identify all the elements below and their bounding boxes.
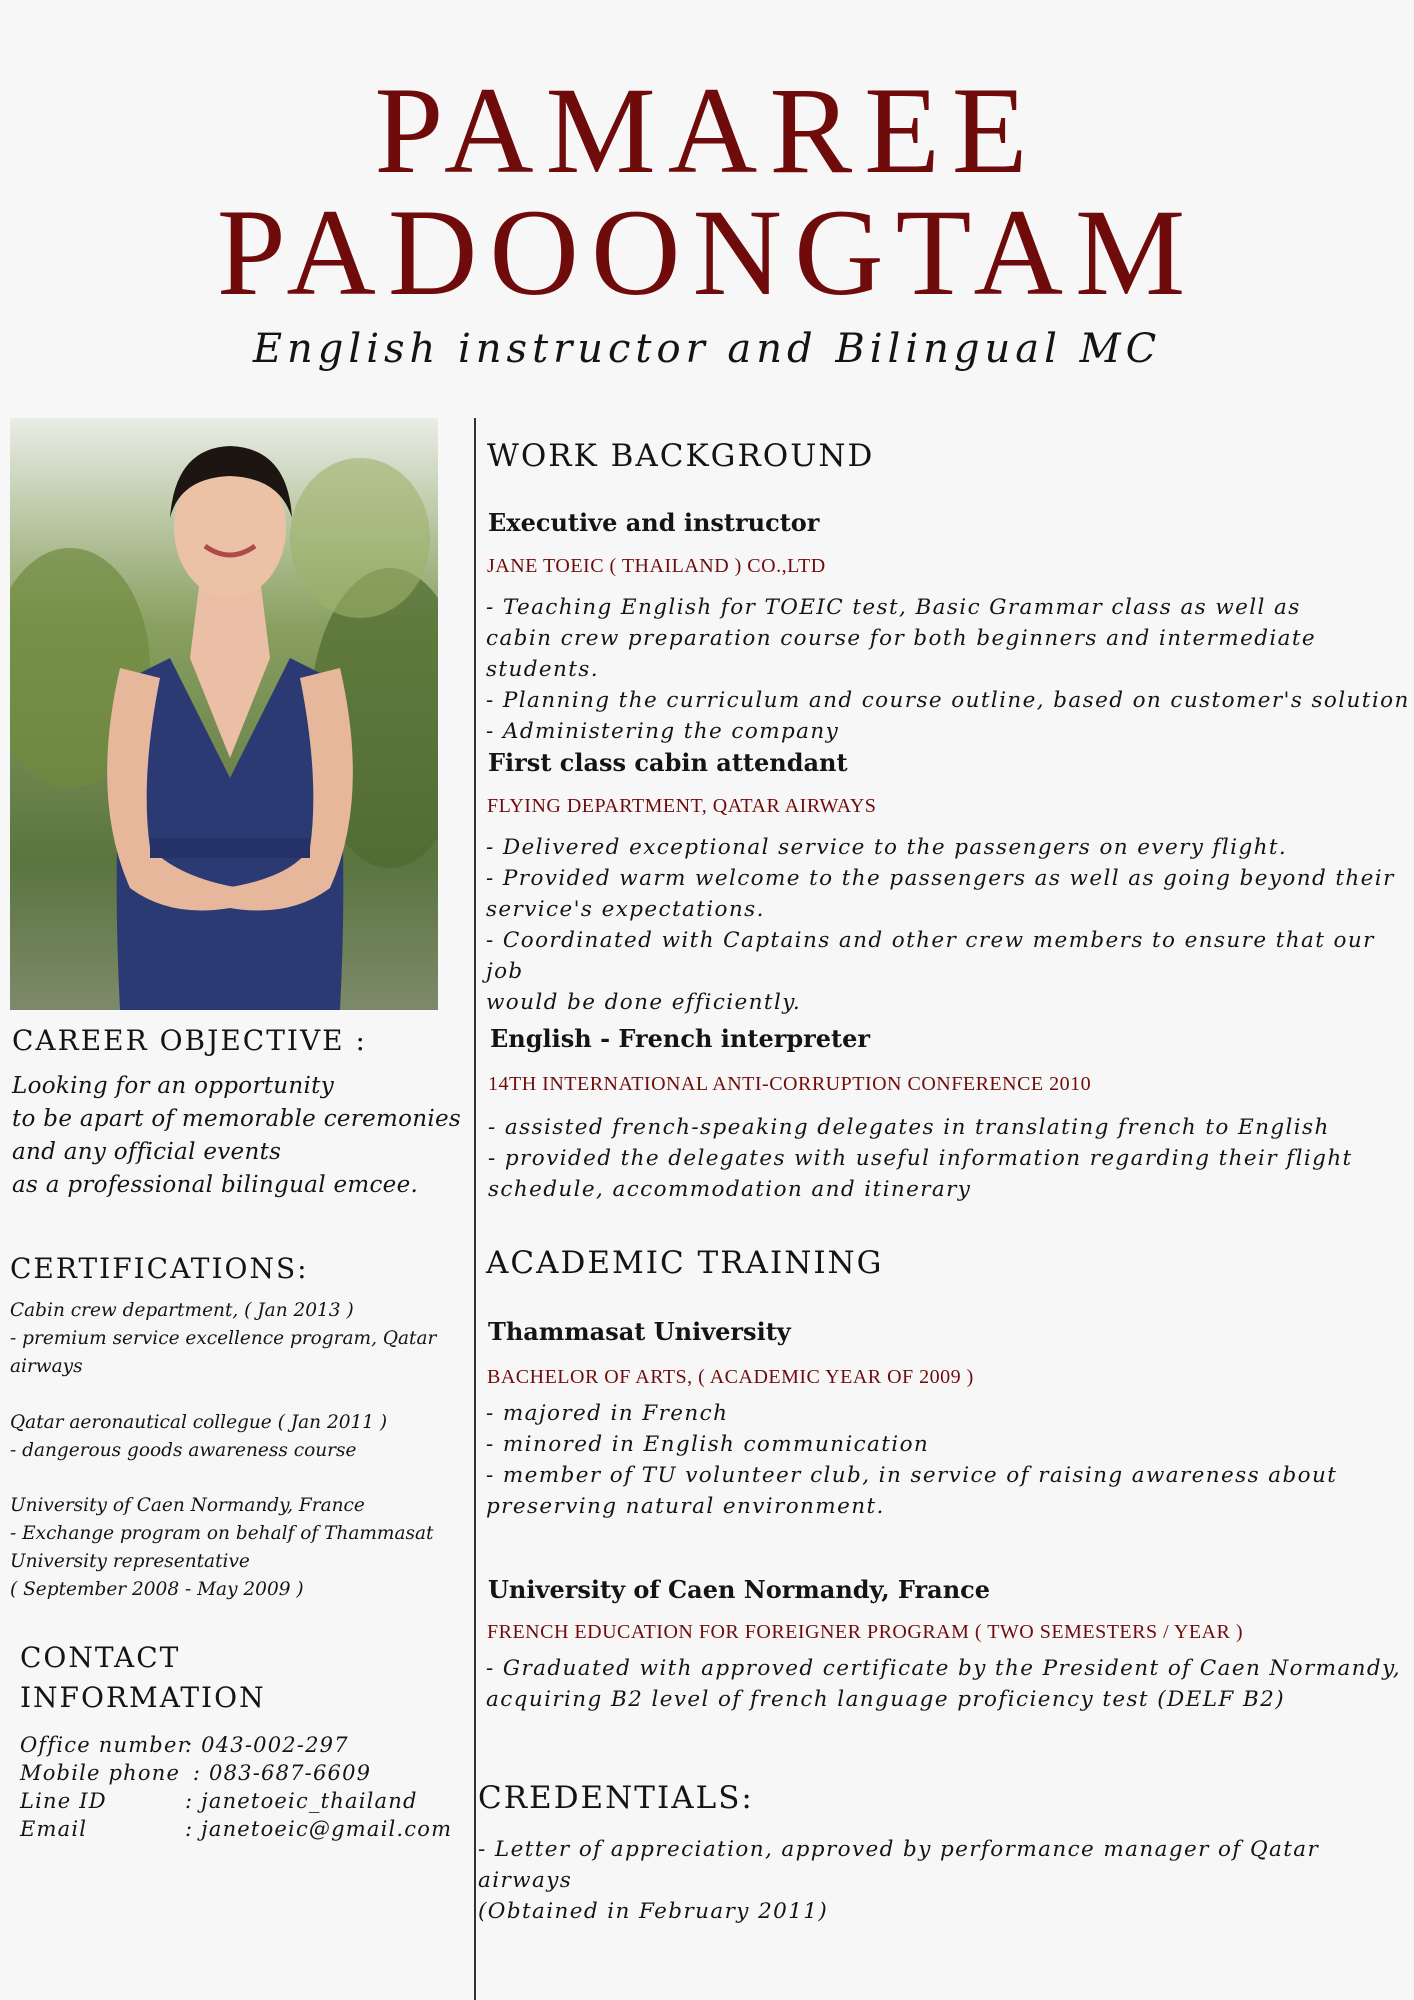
degree: BACHELOR OF ARTS, ( ACADEMIC YEAR OF 2009 ) [487,1366,974,1388]
contact-label: Office number [20,1733,189,1757]
email-link[interactable]: : janetoeic@gmail.com [185,1817,453,1841]
contact-heading [20,1638,266,1718]
academic-training-heading: ACADEMIC TRAINING [486,1245,884,1281]
certification-item: Cabin crew department, ( Jan 2013 ) - premium service excellence program, Qatar airways [10,1300,437,1377]
contact-row-office [20,1731,452,1759]
job-subtitle: English instructor and Bilingual MC [252,326,1162,372]
school-name: University of Caen Normandy, France [488,1575,991,1604]
job-organization: 14TH INTERNATIONAL ANTI-CORRUPTION CONFERENCE 2010 [488,1073,1092,1095]
job-title: English - French interpreter [490,1024,871,1053]
job-title: Executive and instructor [488,508,820,537]
mobile-phone[interactable]: : 083-687-6609 [185,1761,372,1785]
contact-label: Email [20,1817,88,1841]
contact-list [20,1731,452,1843]
contact-heading-line1: CONTACT [20,1641,181,1674]
credentials-description: - Letter of appreciation, approved by performance manager of Qatar airways (Obtained in February 2011) [478,1837,1320,1924]
contact-row-email [20,1815,452,1843]
credentials-heading: CREDENTIALS: [478,1780,754,1816]
contact-label: Line ID [20,1789,107,1813]
job-title: First class cabin attendant [488,748,848,777]
school-description: - Graduated with approved certificate by the President of Caen Normandy, acquiring B2 level of french language proficiency test (DELF B2) [486,1656,1401,1712]
career-objective-text: Looking for an opportunity to be apart of memorable ceremonies and any official events as a professional bilingual emcee. [12,1073,462,1198]
job-organization: JANE TOEIC ( THAILAND ) CO.,LTD [487,555,826,577]
career-objective-heading: CAREER OBJECTIVE : [12,1024,367,1057]
job-description: - Teaching English for TOEIC test, Basic Grammar class as well as cabin crew preparation course for both beginners and intermediate students. - Planning the curriculum and course outline, based on customer's solution - Administering the company [486,595,1410,744]
last-name: PADOONGTAM [216,184,1198,321]
certification-item: Qatar aeronautical collegue ( Jan 2011 ) - dangerous goods awareness course [10,1412,388,1461]
column-divider [474,418,476,2000]
contact-row-line [20,1787,452,1815]
contact-heading-line2: INFORMATION [20,1681,266,1714]
job-description: - Delivered exceptional service to the passengers on every flight. - Provided warm welcome to the passengers as well as going beyond their service's expectations. - Coordinated with Captains and other crew members to ensure that our job would be done efficiently. [486,835,1395,1015]
job-organization: FLYING DEPARTMENT, QATAR AIRWAYS [487,795,877,817]
office-number[interactable]: : 043-002-297 [185,1733,349,1757]
first-name: PAMAREE [374,62,1040,199]
degree: FRENCH EDUCATION FOR FOREIGNER PROGRAM ( TWO SEMESTERS / YEAR ) [487,1621,1244,1643]
certification-item: University of Caen Normandy, France - Exchange program on behalf of Thammasat University representative ( September 2008 - May 2009 ) [10,1495,434,1600]
contact-label: Mobile phone [20,1761,181,1785]
school-name: Thammasat University [488,1317,791,1346]
school-description: - majored in French - minored in English communication - member of TU volunteer club, in service of raising awareness about preserving natural environment. [486,1401,1338,1519]
job-description: - assisted french-speaking delegates in translating french to English - provided the delegates with useful information regarding their flight schedule, accommodation and itinerary [488,1115,1353,1202]
profile-photo [10,418,438,1010]
contact-row-mobile [20,1759,452,1787]
line-id[interactable]: : janetoeic_thailand [185,1789,418,1813]
certifications-heading: CERTIFICATIONS: [10,1252,309,1285]
work-background-heading: WORK BACKGROUND [487,438,875,474]
